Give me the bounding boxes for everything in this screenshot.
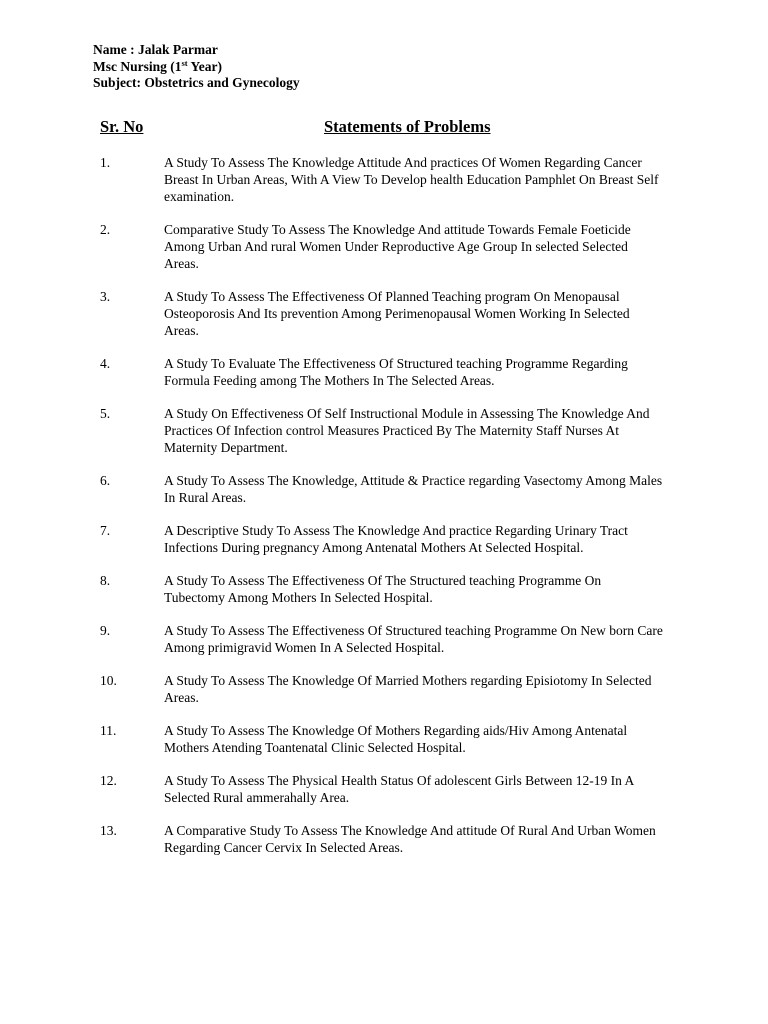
course-prefix: Msc Nursing (1 — [93, 58, 182, 74]
list-item — [100, 572, 680, 606]
list-item — [100, 472, 680, 506]
list-item — [100, 154, 680, 205]
item-number: 1. — [100, 155, 111, 170]
list-item — [100, 772, 680, 806]
list-item — [100, 355, 680, 389]
column-heading-statements: Statements of Problems — [324, 117, 491, 136]
item-statement: A Study To Assess The Effectiveness Of Planned Teaching program On Menopausal Osteoporosis And Its prevention Among Perimenopausal Women Working In Selected Areas. — [164, 289, 630, 338]
course-line — [93, 59, 300, 76]
subject-line: Subject: Obstetrics and Gynecology — [93, 75, 300, 90]
item-number: 13. — [100, 823, 117, 838]
item-number: 10. — [100, 673, 117, 688]
item-statement: A Study To Assess The Effectiveness Of Structured teaching Programme On New born Care Among primigravid Women In A Selected Hospital. — [164, 623, 663, 655]
course-suffix: Year) — [187, 58, 222, 74]
item-statement: A Study On Effectiveness Of Self Instructional Module in Assessing The Knowledge And Practices Of Infection control Measures Practiced By The Maternity Staff Nurses At Maternity Department. — [164, 406, 650, 455]
item-number: 2. — [100, 222, 111, 237]
problem-statements-list — [100, 154, 680, 872]
item-statement: A Study To Assess The Knowledge Of Married Mothers regarding Episiotomy In Selected Areas. — [164, 673, 652, 705]
item-statement: Comparative Study To Assess The Knowledge And attitude Towards Female Foeticide Among Urban And rural Women Under Reproductive Age Group In selected Selected Areas. — [164, 222, 631, 271]
item-statement: A Study To Assess The Knowledge Attitude And practices Of Women Regarding Cancer Breast In Urban Areas, With A View To Develop health Education Pamphlet On Breast Self examination. — [164, 155, 659, 204]
list-item — [100, 722, 680, 756]
list-item — [100, 822, 680, 856]
item-statement: A Descriptive Study To Assess The Knowledge And practice Regarding Urinary Tract Infections During pregnancy Among Antenatal Mothers At Selected Hospital. — [164, 523, 628, 555]
item-number: 4. — [100, 356, 111, 371]
item-statement: A Study To Assess The Knowledge, Attitude & Practice regarding Vasectomy Among Males In Rural Areas. — [164, 473, 663, 505]
item-statement: A Study To Assess The Knowledge Of Mothers Regarding aids/Hiv Among Antenatal Mothers Atending Toantenatal Clinic Selected Hospital. — [164, 723, 628, 755]
item-number: 12. — [100, 773, 117, 788]
item-statement: A Study To Assess The Physical Health Status Of adolescent Girls Between 12-19 In A Selected Rural ammerahally Area. — [164, 773, 634, 805]
item-number: 5. — [100, 406, 111, 421]
list-item — [100, 221, 680, 272]
item-statement: A Study To Evaluate The Effectiveness Of Structured teaching Programme Regarding Formula Feeding among The Mothers In The Selected Areas. — [164, 356, 628, 388]
list-item — [100, 405, 680, 456]
list-item — [100, 622, 680, 656]
item-number: 8. — [100, 573, 111, 588]
item-number: 11. — [100, 723, 117, 738]
student-name: Name : Jalak Parmar — [93, 42, 218, 57]
item-number: 7. — [100, 523, 111, 538]
document-header — [93, 42, 300, 92]
list-item — [100, 672, 680, 706]
item-statement: A Study To Assess The Effectiveness Of The Structured teaching Programme On Tubectomy Among Mothers In Selected Hospital. — [164, 573, 602, 605]
item-number: 3. — [100, 289, 111, 304]
course-superscript: st — [181, 57, 188, 68]
list-item — [100, 288, 680, 339]
list-item — [100, 522, 680, 556]
item-number: 9. — [100, 623, 111, 638]
item-statement: A Comparative Study To Assess The Knowledge And attitude Of Rural And Urban Women Regarding Cancer Cervix In Selected Areas. — [164, 823, 656, 855]
column-heading-sr-no: Sr. No — [100, 117, 144, 136]
item-number: 6. — [100, 473, 111, 488]
